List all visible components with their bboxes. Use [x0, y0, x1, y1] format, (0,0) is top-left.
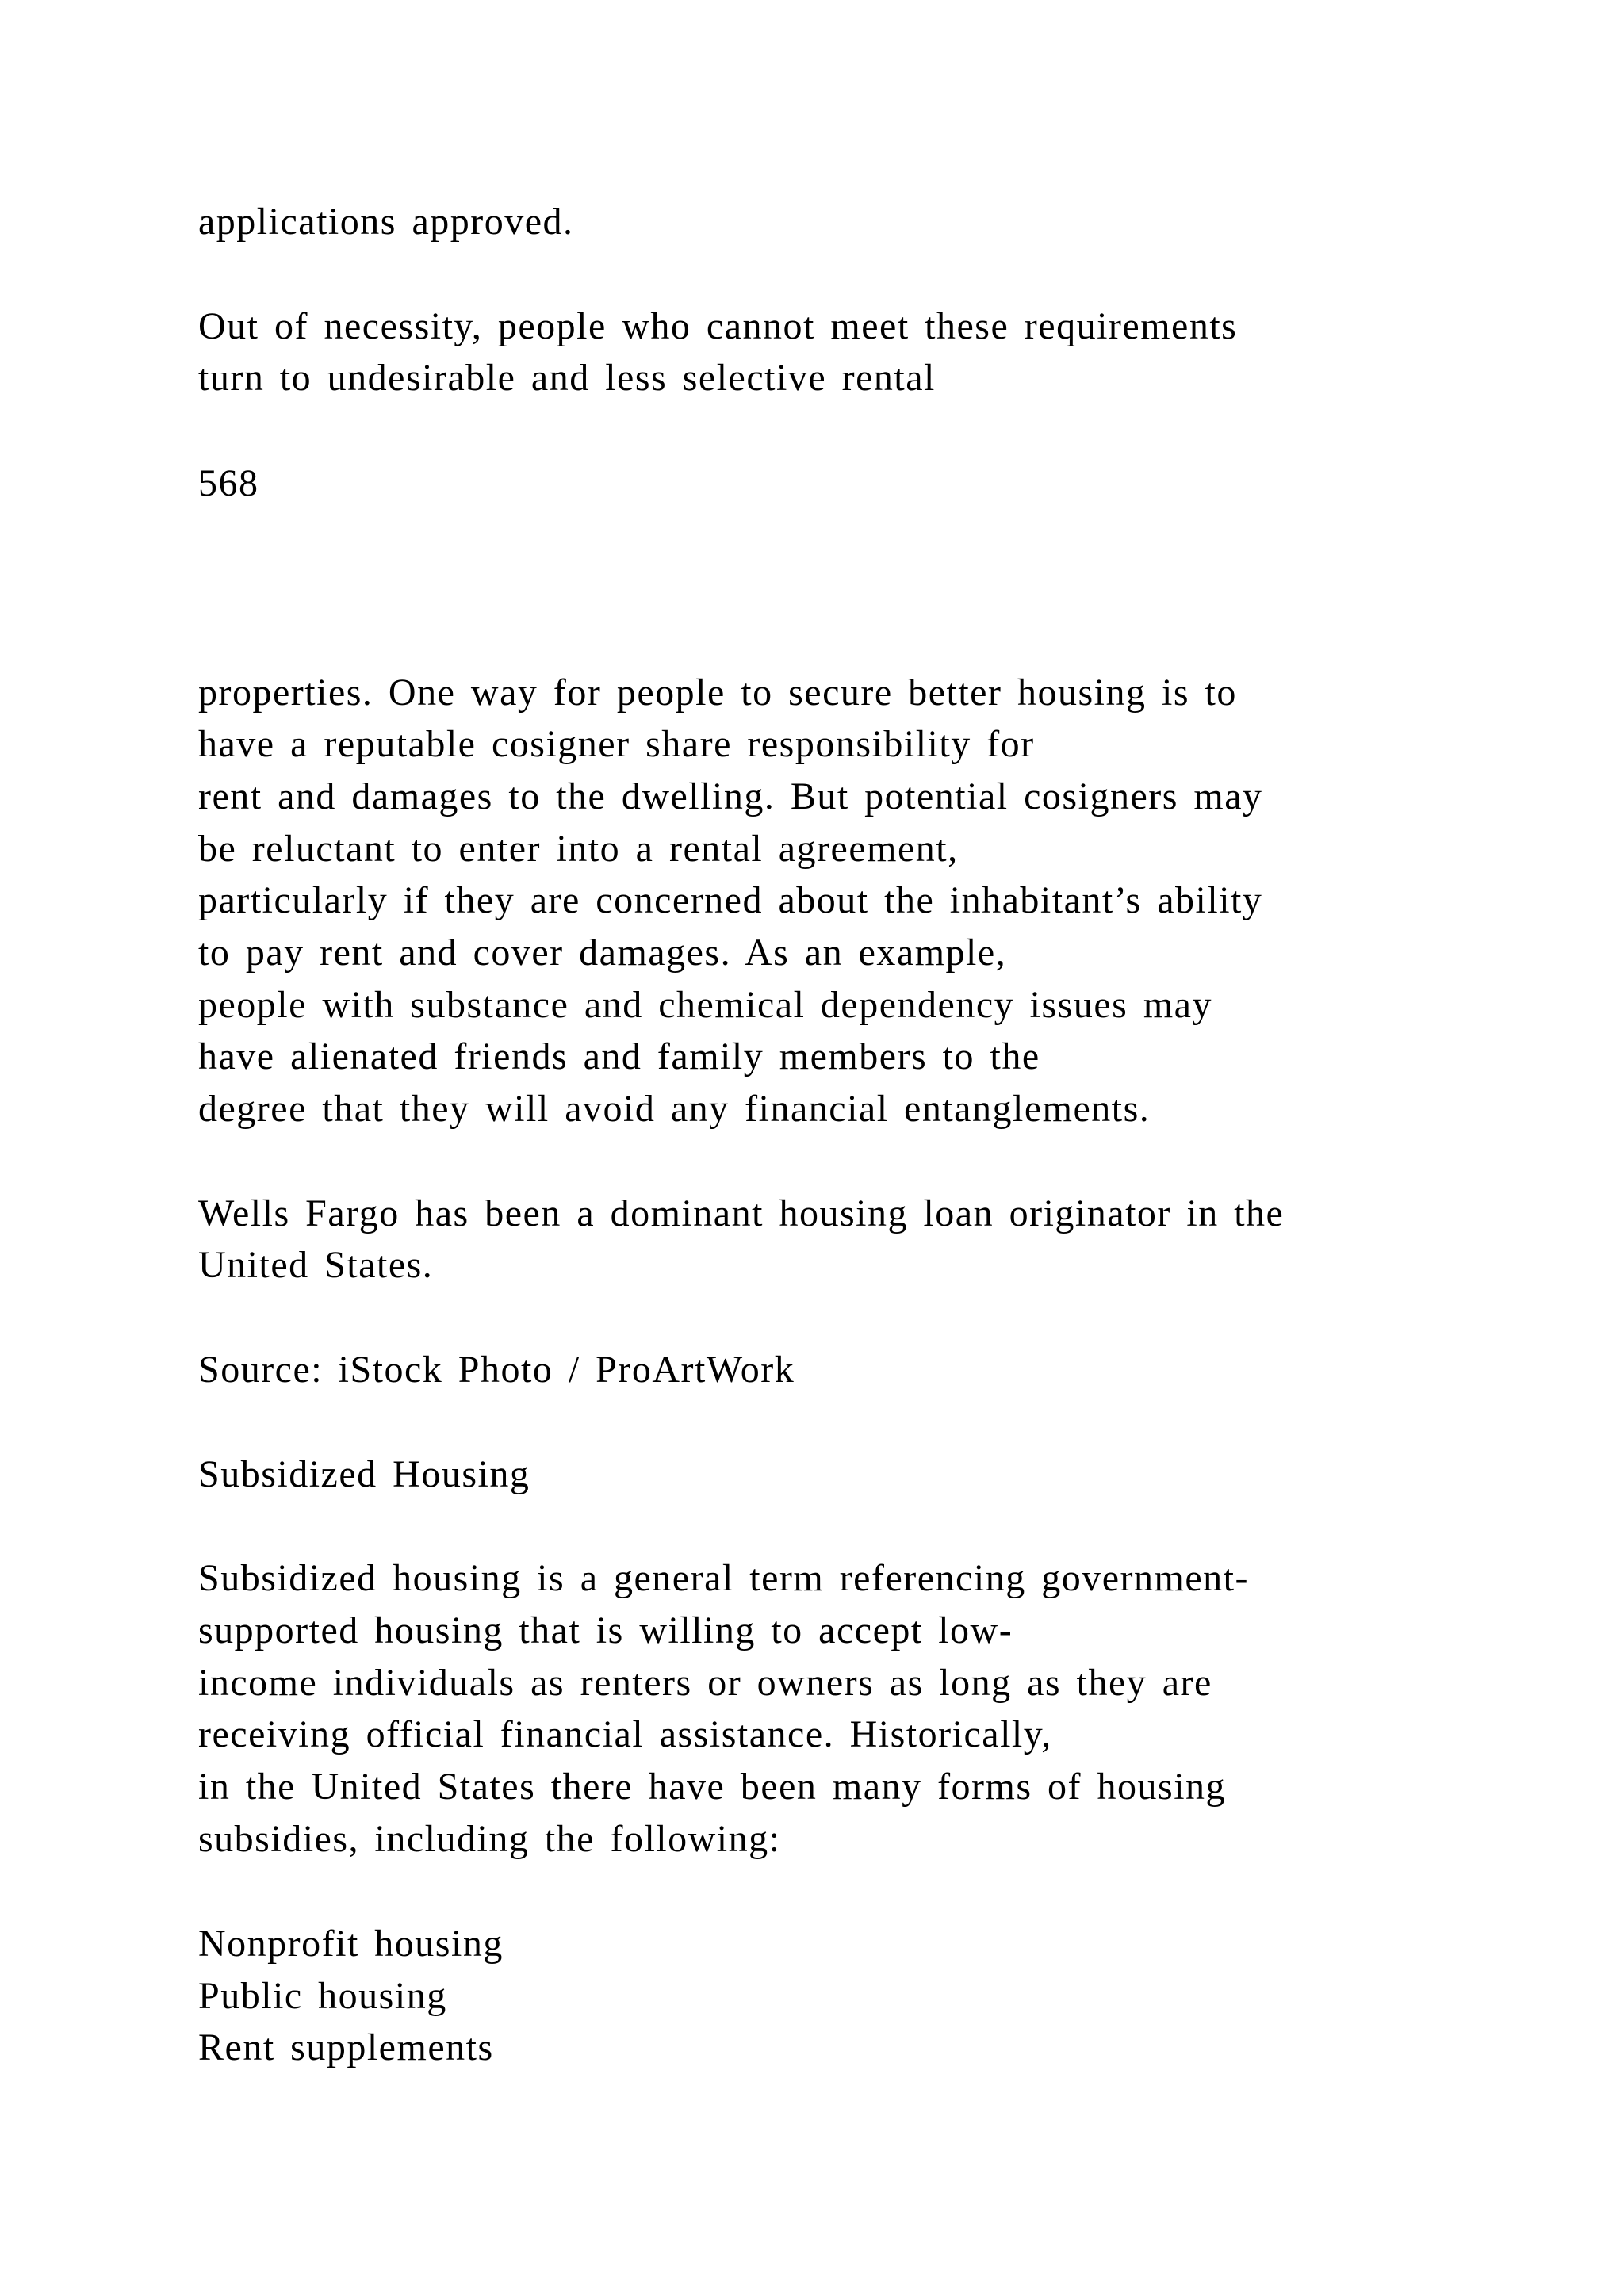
paragraph-line: to pay rent and cover damages. As an example, — [198, 932, 1007, 974]
list-item: Rent supplements — [198, 2026, 494, 2068]
image-caption-line: United States. — [198, 1244, 434, 1286]
page-number: 568 — [198, 462, 259, 504]
paragraph-line: receiving official financial assistance. Historically, — [198, 1713, 1052, 1755]
paragraph-line: subsidies, including the following: — [198, 1818, 781, 1860]
paragraph-line: people with substance and chemical dependency issues may — [198, 984, 1212, 1026]
list-item: Nonprofit housing — [198, 1923, 504, 1965]
paragraph-line: income individuals as renters or owners as long as they are — [198, 1662, 1212, 1704]
paragraph-line: Subsidized housing is a general term referencing government- — [198, 1557, 1249, 1599]
paragraph-line: rent and damages to the dwelling. But potential cosigners may — [198, 775, 1263, 817]
paragraph-line: properties. One way for people to secure better housing is to — [198, 672, 1237, 714]
paragraph-line: be reluctant to enter into a rental agreement, — [198, 828, 959, 870]
paragraph-line: supported housing that is willing to accept low- — [198, 1609, 1013, 1651]
paragraph-line: applications approved. — [198, 201, 574, 243]
paragraph-line: have a reputable cosigner share responsibility for — [198, 723, 1035, 765]
paragraph-line: Out of necessity, people who cannot meet these requirements — [198, 305, 1238, 347]
paragraph-line: turn to undesirable and less selective rental — [198, 357, 936, 399]
paragraph-line: have alienated friends and family members to the — [198, 1035, 1040, 1077]
section-heading: Subsidized Housing — [198, 1453, 530, 1495]
list-item: Public housing — [198, 1975, 447, 2017]
paragraph-line: degree that they will avoid any financial entanglements. — [198, 1088, 1151, 1130]
paragraph-line: in the United States there have been many forms of housing — [198, 1766, 1227, 1808]
paragraph-line: particularly if they are concerned about the inhabitant’s ability — [198, 879, 1263, 921]
image-source-credit: Source: iStock Photo / ProArtWork — [198, 1349, 795, 1391]
image-caption-line: Wells Fargo has been a dominant housing loan originator in the — [198, 1192, 1285, 1234]
